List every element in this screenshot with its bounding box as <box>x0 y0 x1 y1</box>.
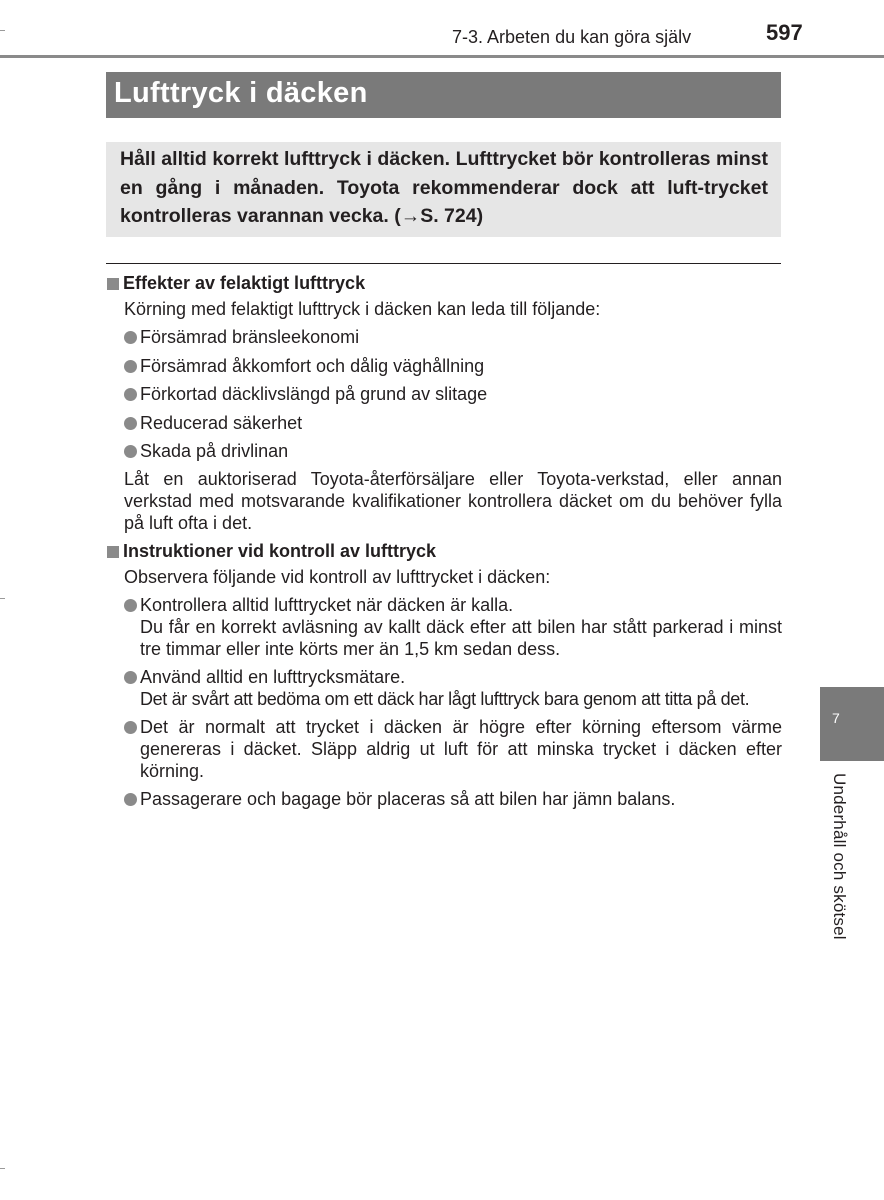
list-item <box>107 383 782 405</box>
round-bullet-icon <box>124 721 137 734</box>
list-item-text: Passagerare och bagage bör placeras så att bilen har jämn balans. <box>140 789 676 809</box>
section-lead: Observera följande vid kontroll av lufttrycket i däcken: <box>124 567 551 587</box>
round-bullet-icon <box>124 417 137 430</box>
list-item <box>107 788 782 810</box>
list-item-body <box>140 666 782 710</box>
section-heading <box>107 272 782 294</box>
list-item-text: Försämrad åkkomfort och dålig väghållning <box>140 355 485 376</box>
section-heading-text: Instruktioner vid kontroll av lufttryck <box>123 541 437 561</box>
title-band <box>106 72 781 118</box>
list-item-text: Försämrad bränsleekonomi <box>140 327 360 347</box>
list-item-detail: Det är svårt att bedöma om ett däck har lågt lufttryck bara genom att titta på det. <box>140 689 750 709</box>
section-closing: Låt en auktoriserad Toyota-återförsäljare eller Toyota-verkstad, eller annan verkstad med motsvarande kvalifikationer kontrollera däcket om du behöver fylla på luft ofta i det. <box>124 469 782 533</box>
section-lead: Körning med felaktigt lufttryck i däcken kan leda till följande: <box>124 299 601 319</box>
list-item-detail: Du får en korrekt avläsning av kallt däck efter att bilen har stått parkerad i minst tre timmar eller inte körts mer än 1,5 km sedan dess. <box>140 617 782 659</box>
list-item-text: Skada på drivlinan <box>140 441 289 461</box>
list-item <box>107 412 782 434</box>
list-item-text: Använd alltid en lufttrycksmätare. <box>140 667 406 687</box>
list-item <box>107 666 782 710</box>
list-item-text: Reducerad säkerhet <box>140 412 303 433</box>
round-bullet-icon <box>124 360 137 373</box>
page-number: 597 <box>766 20 803 45</box>
list-item <box>107 355 782 377</box>
round-bullet-icon <box>124 331 137 344</box>
running-header: 7-3. Arbeten du kan göra själv <box>452 27 692 47</box>
round-bullet-icon <box>124 445 137 458</box>
crop-mark <box>0 1168 5 1169</box>
page-title: Lufttryck i däcken <box>114 77 368 109</box>
crop-mark <box>0 30 5 31</box>
round-bullet-icon <box>124 599 137 612</box>
list-item-body <box>140 594 782 660</box>
list-item <box>107 326 782 348</box>
crop-mark <box>0 598 5 599</box>
list-item <box>107 440 782 462</box>
header-rule <box>0 55 884 58</box>
chapter-number: 7 <box>832 710 840 726</box>
square-bullet-icon <box>107 546 119 558</box>
list-item-text: Förkortad däcklivslängd på grund av slitage <box>140 384 488 404</box>
section-heading-text: Effekter av felaktigt lufttryck <box>123 273 366 293</box>
section-rule <box>106 263 781 264</box>
section-heading <box>107 540 782 562</box>
square-bullet-icon <box>107 278 119 290</box>
content <box>107 272 782 810</box>
round-bullet-icon <box>124 793 137 806</box>
chapter-tab <box>820 687 884 761</box>
round-bullet-icon <box>124 388 137 401</box>
intro-text: Håll alltid korrekt lufttryck i däcken. Lufttrycket bör kontrolleras minst en gång i månaden. Toyota rekommenderar dock att luft-trycket kontrolleras varannan vecka. (→S. 724) <box>120 148 768 227</box>
round-bullet-icon <box>124 671 137 684</box>
list-item-text: Det är normalt att trycket i däcken är högre efter körning eftersom värme genereras i däcket. Släpp aldrig ut luft för att minska trycket i däcken efter körning. <box>140 717 782 781</box>
list-item <box>107 594 782 660</box>
intro-box <box>106 142 781 237</box>
list-item <box>107 716 782 782</box>
chapter-label: Underhåll och skötsel <box>830 773 849 940</box>
list-item-text: Kontrollera alltid lufttrycket när däcken är kalla. <box>140 595 514 615</box>
